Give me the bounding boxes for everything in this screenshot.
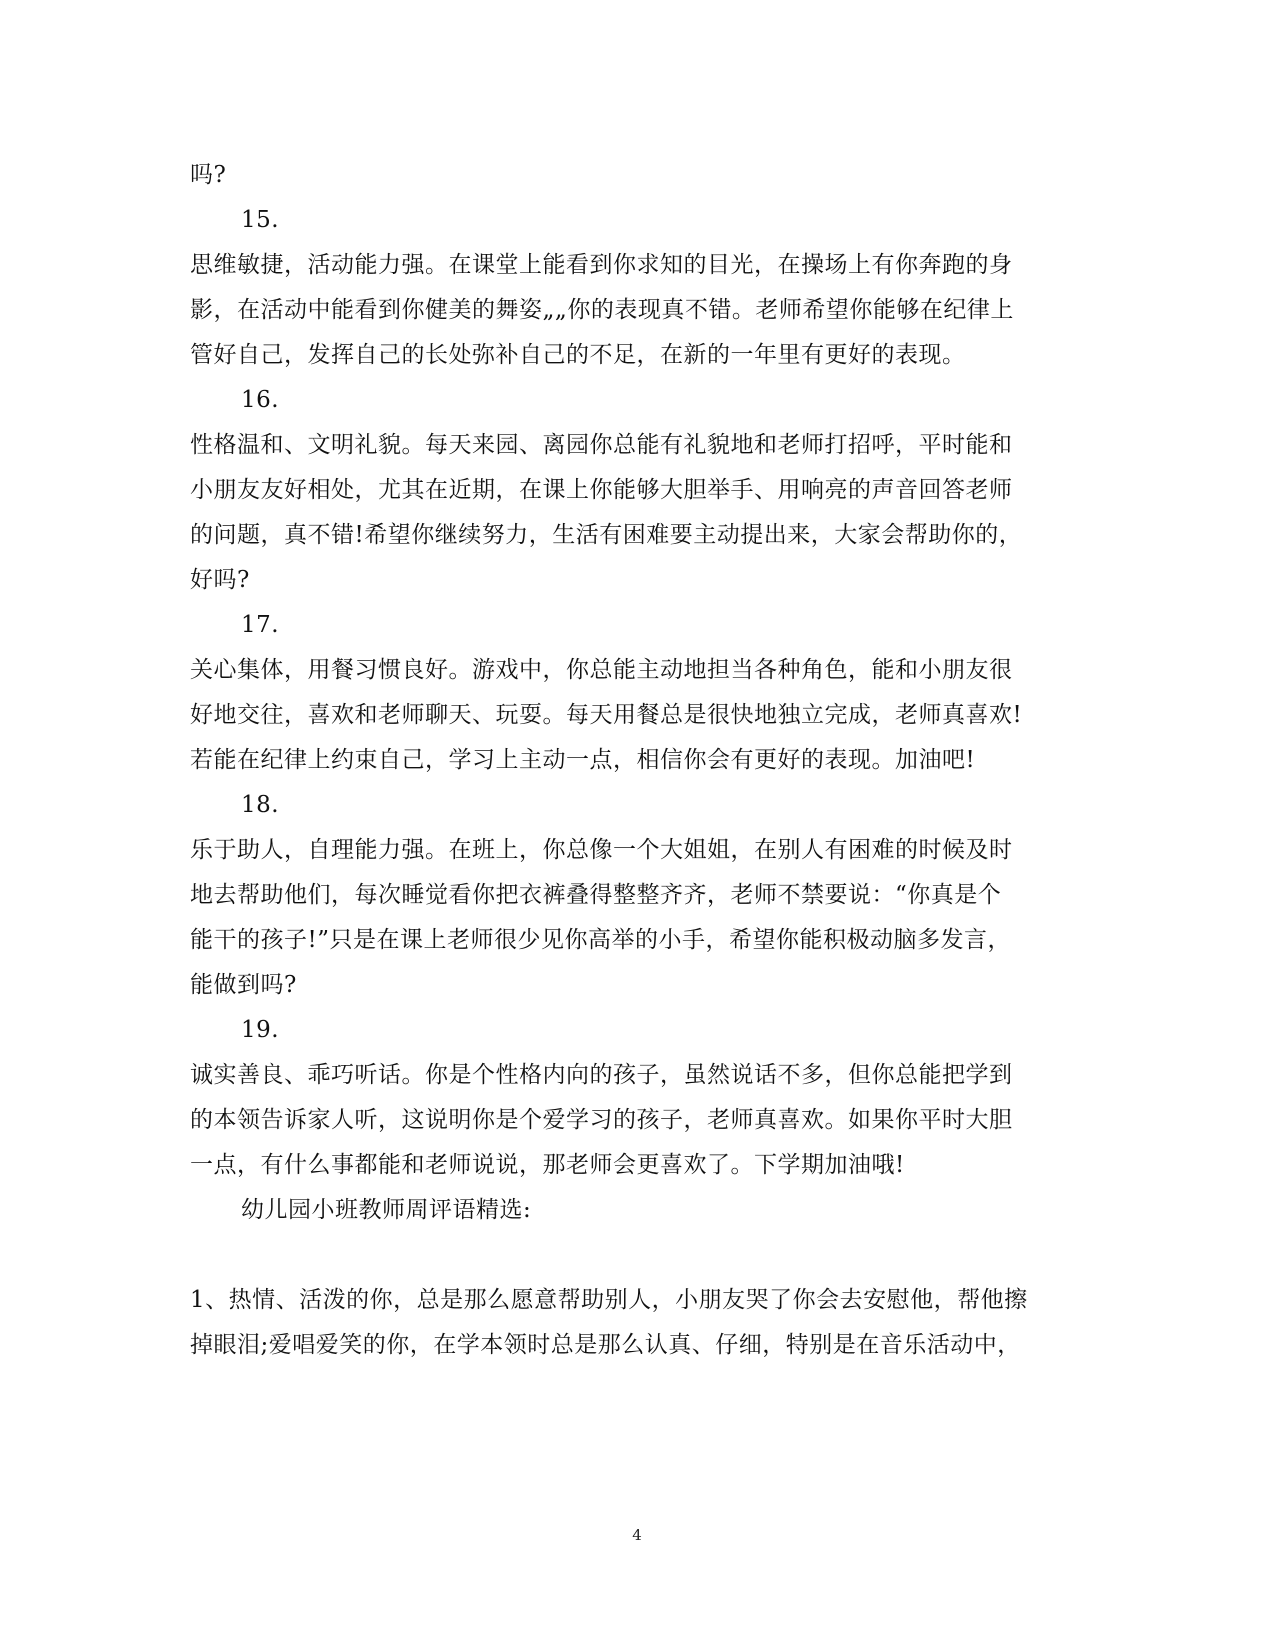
- text-line: 17.: [241, 612, 280, 638]
- text-line: 思维敏捷，活动能力强。在课堂上能看到你求知的目光，在操场上有你奔跑的身: [190, 252, 1013, 278]
- text-line: 若能在纪律上约束自己，学习上主动一点，相信你会有更好的表现。加油吧!: [190, 747, 976, 773]
- text-line: 好吗?: [190, 567, 250, 593]
- text-line: 15.: [241, 207, 280, 233]
- text-line: 性格温和、文明礼貌。每天来园、离园你总能有礼貌地和老师打招呼，平时能和: [190, 432, 1013, 458]
- text-line: 管好自己，发挥自己的长处弥补自己的不足，在新的一年里有更好的表现。: [190, 342, 966, 368]
- text-line: 好地交往，喜欢和老师聊天、玩耍。每天用餐总是很快地独立完成，老师真喜欢!: [190, 702, 1023, 728]
- text-line: 的问题，真不错!希望你继续努力，生活有困难要主动提出来，大家会帮助你的，: [190, 522, 1023, 548]
- text-line: 幼儿园小班教师周评语精选:: [241, 1197, 532, 1223]
- text-line: 乐于助人，自理能力强。在班上，你总像一个大姐姐，在别人有困难的时候及时: [190, 837, 1013, 863]
- text-line: 影，在活动中能看到你健美的舞姿„„你的表现真不错。老师希望你能够在纪律上: [190, 297, 1014, 323]
- text-line: 的本领告诉家人听，这说明你是个爱学习的孩子，老师真喜欢。如果你平时大胆: [190, 1107, 1013, 1133]
- text-line: 诚实善良、乖巧听话。你是个性格内向的孩子，虽然说话不多，但你总能把学到: [190, 1062, 1013, 1088]
- text-line: 小朋友友好相处，尤其在近期，在课上你能够大胆举手、用响亮的声音回答老师: [190, 477, 1013, 503]
- text-line: 关心集体，用餐习惯良好。游戏中，你总能主动地担当各种角色，能和小朋友很: [190, 657, 1013, 683]
- text-line: 一点，有什么事都能和老师说说，那老师会更喜欢了。下学期加油哦!: [190, 1152, 905, 1178]
- text-line: 吗?: [190, 162, 227, 188]
- text-line: 掉眼泪;爱唱爱笑的你，在学本领时总是那么认真、仔细，特别是在音乐活动中，: [190, 1332, 1021, 1358]
- page-number: 4: [632, 1526, 642, 1544]
- text-line: 能干的孩子!”只是在课上老师很少见你高举的小手，希望你能积极动脑多发言，: [190, 927, 1012, 953]
- text-line: 16.: [241, 387, 280, 413]
- blank-line: [190, 1233, 1070, 1278]
- text-line: 19.: [241, 1017, 280, 1043]
- text-line: 18.: [241, 792, 280, 818]
- body-text: [190, 153, 1070, 1368]
- text-line: 能做到吗?: [190, 972, 297, 998]
- text-line: 1、热情、活泼的你，总是那么愿意帮助别人，小朋友哭了你会去安慰他，帮他擦: [190, 1287, 1028, 1313]
- text-line: 地去帮助他们，每次睡觉看你把衣裤叠得整整齐齐，老师不禁要说：“你真是个: [190, 882, 1002, 908]
